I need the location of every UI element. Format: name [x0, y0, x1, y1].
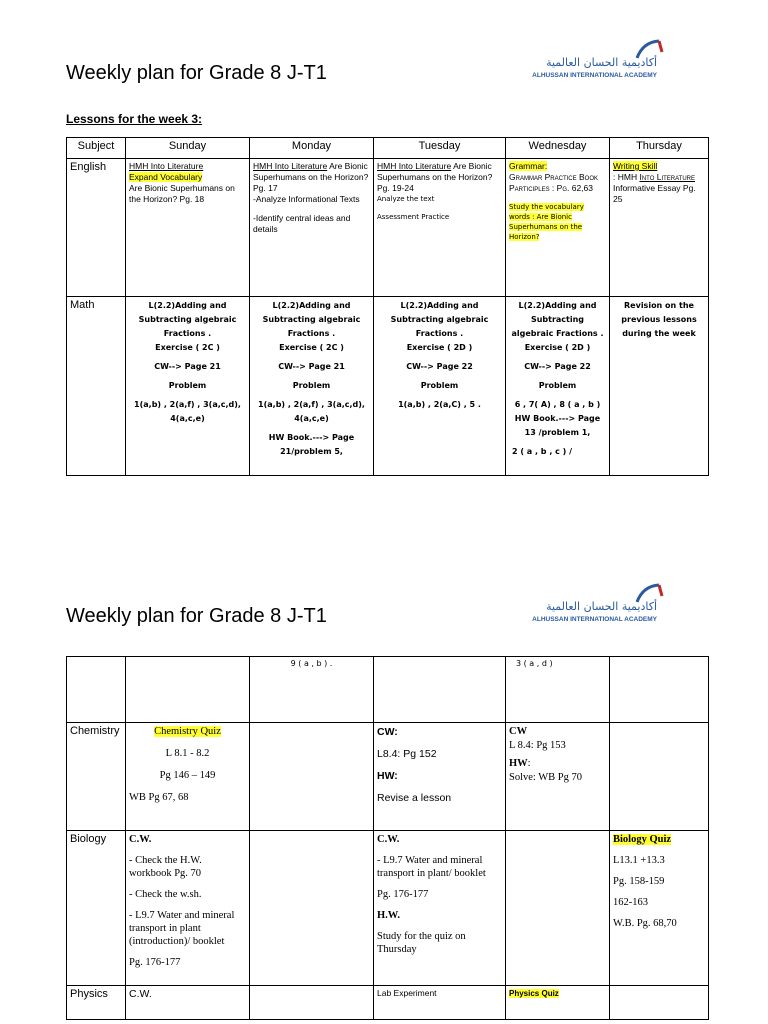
math-tuesday-cw: CW--> Page 22 [406, 362, 473, 371]
math-tuesday-problem: Problem [420, 381, 459, 390]
physics-sunday: C.W. [126, 986, 250, 1020]
biology-sunday-lesson: - L9.7 Water and mineral transport in plant (introduction)/ booklet [129, 910, 235, 947]
chemistry-row [67, 723, 709, 831]
biology-thursday [610, 831, 709, 986]
math-sunday-exercise: Exercise ( 2C ) [155, 343, 220, 352]
chemistry-wednesday-colon: : [527, 758, 531, 769]
header-subject: Subject [67, 138, 126, 159]
chemistry-wednesday [506, 723, 610, 831]
chemistry-wednesday-hw: HW [509, 758, 528, 769]
english-tuesday-line1rest: Are Bionic Superhumans on the Horizon? Pg. 19-24 [377, 161, 493, 193]
math-sunday-problem: Problem [168, 381, 207, 390]
physics-tuesday: Lab Experiment [374, 986, 506, 1020]
biology-tuesday-lesson: - L9.7 Water and mineral transport in plant/ booklet [377, 855, 486, 879]
physics-row [67, 986, 709, 1020]
math-monday-items: 1(a,b) , 2(a,f) , 3(a,c,d), 4(a,c,e) [258, 400, 365, 423]
header-wednesday: Wednesday [506, 138, 610, 159]
math-tuesday [374, 297, 506, 476]
math-monday-lesson: L(2.2)Adding and Subtracting algebraic Fractions . [262, 301, 361, 338]
math-wednesday-exercise: Exercise ( 2D ) [524, 343, 591, 352]
biology-sunday-check-hw: - Check the H.W. workbook Pg. 70 [129, 855, 202, 879]
chemistry-tuesday-lesson: L8.4: Pg 152 [377, 748, 437, 760]
subject-math: Math [67, 297, 126, 476]
biology-quiz-label: Biology Quiz [613, 834, 672, 845]
english-wednesday-line2: Grammar Practice Book [509, 172, 599, 182]
chemistry-tuesday [374, 723, 506, 831]
math-wednesday-lesson: L(2.2)Adding and Subtracting algebraic Fractions . [511, 301, 604, 338]
english-monday [250, 159, 374, 297]
english-sunday-line2: Expand Vocabulary [129, 172, 203, 182]
biology-tuesday [374, 831, 506, 986]
subject-physics: Physics [67, 986, 126, 1020]
biology-tuesday-cw: C.W. [377, 834, 400, 845]
english-tuesday-line1u: HMH Into Literature [377, 161, 452, 171]
biology-thursday-wb: W.B. Pg. 68,70 [613, 918, 677, 929]
biology-tuesday-task: Study for the quiz on Thursday [377, 931, 466, 955]
logo-arabic-text: أكاديمية الحسان العالمية [546, 600, 657, 613]
logo-arabic-text: أكاديمية الحسان العالمية [546, 56, 657, 69]
biology-sunday [126, 831, 250, 986]
english-thursday-line2a: : HMH [613, 172, 640, 182]
biology-thursday-pages2: 162-163 [613, 897, 648, 908]
english-monday-line1u: HMH Into Literature [253, 161, 328, 171]
english-wednesday-line1: Grammar: [509, 161, 548, 171]
math-tuesday-items: 1(a,b) , 2(a,C) , 5 . [398, 400, 481, 409]
chemistry-tuesday-cw: CW: [377, 726, 398, 738]
english-sunday [126, 159, 250, 297]
math-tuesday-exercise: Exercise ( 2D ) [406, 343, 473, 352]
english-thursday-line2b: Into Literature [639, 172, 696, 182]
math-wednesday-cw: CW--> Page 22 [524, 362, 591, 371]
english-wednesday-line3: Participles : Pg. 62,63 [509, 183, 593, 193]
subject-chemistry: Chemistry [67, 723, 126, 831]
chemistry-sunday-wb: WB Pg 67, 68 [129, 792, 189, 803]
page-title: Weekly plan for Grade 8 J-T1 [66, 62, 327, 84]
english-sunday-line1: HMH Into Literature [129, 161, 204, 171]
math-row [67, 297, 709, 476]
math-monday-cw: CW--> Page 21 [278, 362, 345, 371]
math-thursday [610, 297, 709, 476]
english-monday-line2: -Analyze Informational Texts [253, 194, 360, 204]
english-thursday [610, 159, 709, 297]
cont-wednesday: 3 ( a , d ) [506, 657, 610, 723]
school-logo [530, 38, 665, 84]
math-sunday-lesson: L(2.2)Adding and Subtracting algebraic Fractions . [138, 301, 237, 338]
physics-quiz-label: Physics Quiz [509, 989, 559, 998]
chemistry-wednesday-task: Solve: WB Pg 70 [509, 772, 583, 783]
english-sunday-line3: Are Bionic Superhumans on the Horizon? Pg. 18 [129, 183, 235, 204]
math-wednesday [506, 297, 610, 476]
header-tuesday: Tuesday [374, 138, 506, 159]
english-tuesday [374, 159, 506, 297]
week-subheading: Lessons for the week 3: [66, 112, 203, 126]
english-tuesday-line3: Assessment Practice [377, 213, 450, 221]
english-monday-line1rest: Are Bionic Superhumans on the Horizon? Pg. 17 [253, 161, 369, 193]
math-sunday-cw: CW--> Page 21 [154, 362, 221, 371]
math-wednesday-problem: Problem [538, 381, 577, 390]
english-thursday-line3: Informative Essay Pg. 25 [613, 183, 696, 204]
english-wednesday-line4: Study the vocabulary words : Are Bionic Superhumans on the Horizon? [509, 203, 584, 241]
math-monday-problem: Problem [292, 381, 331, 390]
biology-thursday-lessons: L13.1 +13.3 [613, 855, 665, 866]
biology-sunday-cw: C.W. [129, 834, 152, 845]
biology-sunday-pages: Pg. 176-177 [129, 957, 181, 968]
biology-tuesday-hw: H.W. [377, 910, 400, 921]
math-wednesday-items2: 2 ( a , b , c ) / [512, 447, 573, 456]
chemistry-wednesday-cw: CW [509, 726, 528, 737]
biology-tuesday-pages: Pg. 176-177 [377, 889, 429, 900]
math-monday-exercise: Exercise ( 2C ) [279, 343, 344, 352]
lesson-table-page1 [66, 137, 709, 476]
page2-title: Weekly plan for Grade 8 J-T1 [66, 605, 327, 627]
biology-thursday-pages1: Pg. 158-159 [613, 876, 665, 887]
header-monday: Monday [250, 138, 374, 159]
lesson-table-page2 [66, 656, 709, 1020]
chemistry-tuesday-task: Revise a lesson [377, 792, 452, 804]
math-sunday [126, 297, 250, 476]
subject-biology: Biology [67, 831, 126, 986]
chemistry-sunday [126, 723, 250, 831]
logo-english-text: ALHUSSAN INTERNATIONAL ACADEMY [532, 616, 657, 623]
english-monday-line3: -Identify central ideas and details [253, 213, 351, 234]
chemistry-wednesday-lesson: L 8.4: Pg 153 [509, 740, 566, 751]
biology-row [67, 831, 709, 986]
chemistry-sunday-lessons: L 8.1 - 8.2 [165, 748, 210, 759]
math-monday-hw: HW Book.---> Page 21/problem 5, [268, 433, 355, 456]
cont-monday: 9 ( a , b ) . [250, 657, 374, 723]
header-thursday: Thursday [610, 138, 709, 159]
math-thursday-revision: Revision on the previous lessons during the week [621, 301, 697, 338]
math-tuesday-lesson: L(2.2)Adding and Subtracting algebraic Fractions . [390, 301, 489, 338]
math-sunday-items: 1(a,b) , 2(a,f) , 3(a,c,d), 4(a,c,e) [134, 400, 241, 423]
header-row [67, 138, 709, 159]
english-tuesday-line2: Analyze the text [377, 195, 435, 203]
header-sunday: Sunday [126, 138, 250, 159]
english-row [67, 159, 709, 297]
chemistry-quiz-label: Chemistry Quiz [154, 726, 221, 737]
english-wednesday [506, 159, 610, 297]
chemistry-tuesday-hw: HW: [377, 770, 398, 782]
subject-english: English [67, 159, 126, 297]
school-logo-page2 [530, 582, 665, 628]
math-monday [250, 297, 374, 476]
english-thursday-line1: Writing Skill [613, 161, 658, 171]
biology-sunday-check-wsh: - Check the w.sh. [129, 889, 202, 900]
chemistry-sunday-pages: Pg 146 – 149 [159, 770, 216, 781]
continuation-row [67, 657, 709, 723]
math-wednesday-items: 6 , 7( A) , 8 ( a , b ) HW Book.---> Page 13 /problem 1, [514, 400, 601, 437]
logo-english-text: ALHUSSAN INTERNATIONAL ACADEMY [532, 72, 657, 79]
